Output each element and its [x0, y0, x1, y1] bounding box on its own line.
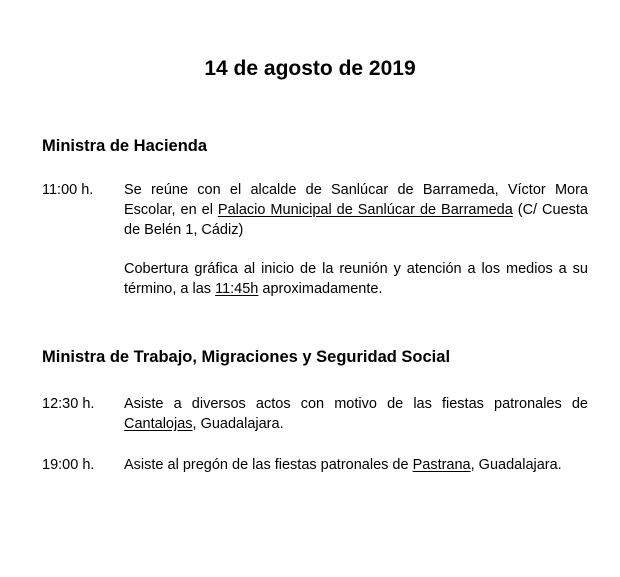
entry-text: Se reúne con el alcalde de Sanlúcar de Barrameda, Víctor Mora Escolar, en el — [124, 182, 588, 218]
entry-text: Cobertura gráfica al inicio de la reunión y atención a los medios a su término, a las — [124, 261, 588, 297]
time-link[interactable]: 11:45h — [215, 281, 259, 297]
section-title-hacienda: Ministra de Hacienda — [42, 137, 208, 155]
entry-text: aproximadamente. — [258, 281, 383, 297]
agenda-entry — [42, 180, 588, 299]
entry-description — [124, 180, 588, 299]
location-link[interactable]: Cantalojas — [124, 416, 193, 432]
agenda-entry — [42, 455, 588, 475]
entry-paragraph — [124, 180, 588, 240]
entry-text: (C/ Cuesta de Belén 1, Cádiz) — [124, 202, 588, 238]
entry-description — [124, 394, 588, 434]
agenda-entry — [42, 394, 588, 434]
entry-text: , Guadalajara. — [192, 416, 284, 432]
entry-time: 11:00 h. — [42, 182, 94, 198]
entry-text: Asiste al pregón de las fiestas patronales de — [124, 457, 413, 473]
entry-paragraph — [124, 259, 588, 299]
location-link[interactable]: Palacio Municipal de Sanlúcar de Barrameda — [217, 202, 513, 218]
entry-time: 12:30 h. — [42, 396, 95, 412]
location-link[interactable]: Pastrana — [412, 457, 471, 473]
entry-description — [124, 455, 588, 475]
date-heading: 14 de agosto de 2019 — [204, 57, 416, 80]
section-title-trabajo: Ministra de Trabajo, Migraciones y Seguridad Social — [42, 348, 451, 366]
entry-text: Asiste a diversos actos con motivo de las fiestas patronales de — [124, 396, 588, 412]
entry-paragraph — [124, 455, 588, 475]
entry-time: 19:00 h. — [42, 457, 95, 473]
entry-paragraph — [124, 394, 588, 434]
entry-text: , Guadalajara. — [470, 457, 562, 473]
